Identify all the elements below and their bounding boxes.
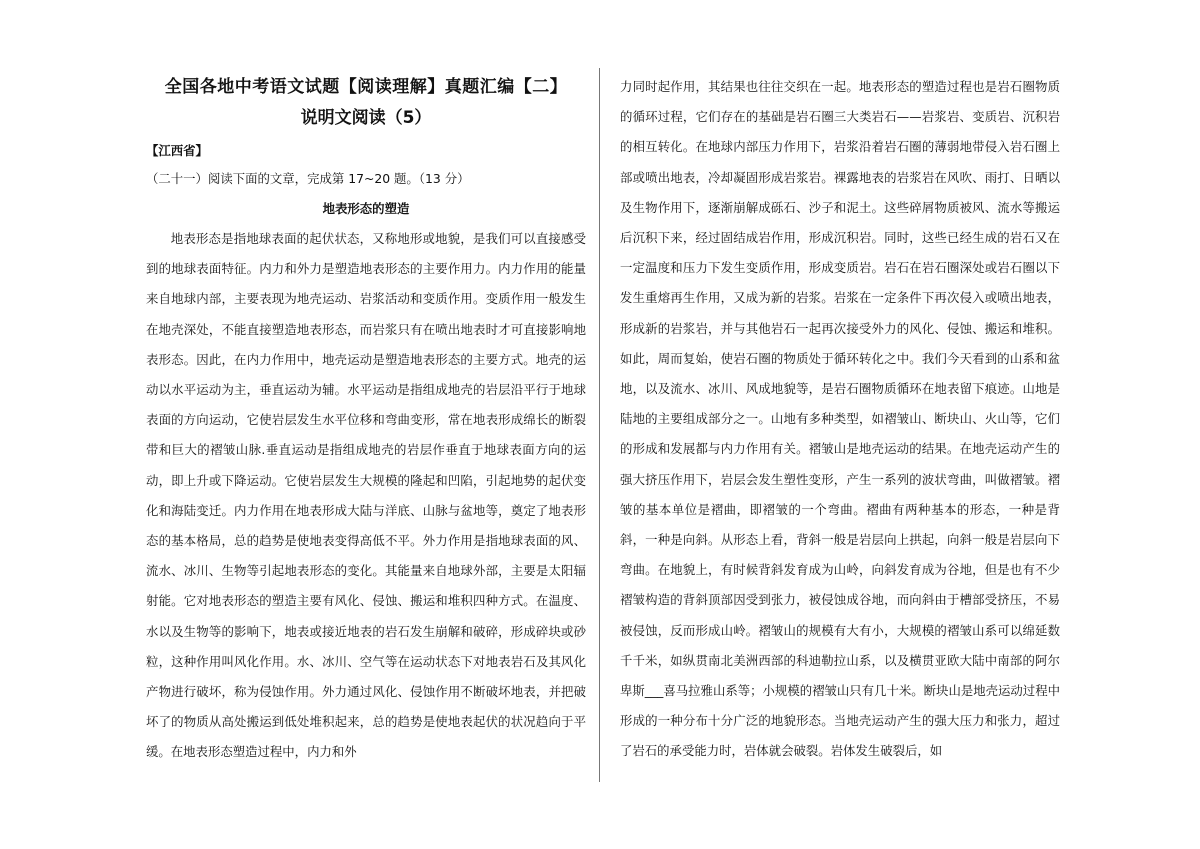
right-column [620,72,1060,767]
document-title: 全国各地中考语文试题【阅读理解】真题汇编【二】 [164,77,568,97]
document-subtitle: 说明文阅读（5） [300,108,432,128]
question-instruction: （二十一）阅读下面的文章，完成第 17~20 题。（13 分） [146,171,470,186]
left-column [146,72,586,768]
article-paragraph-left: 地表形态是指地球表面的起伏状态，又称地形或地貌，是我们可以直接感受到的地球表面特征。内力和外力是塑造地表形态的主要作用力。内力作用的能量来自地球内部，主要表现为地壳运动、岩浆活动和变质作用。变质作用一般发生在地壳深处，不能直接塑造地表形态，而岩浆只有在喷出地表时才可直接影响地表形态。因此，在内力作用中，地壳运动是塑造地表形态的主要方式。地壳的运动以水平运动为主，垂直运动为辅。水平运动是指组成地壳的岩层沿平行于地球表面的方向运动，它使岩层发生水平位移和弯曲变形，常在地表形成绵长的断裂带和巨大的褶皱山脉.垂直运动是指组成地壳的岩层作垂直于地球表面方向的运动，即上升或下降运动。它使岩层发生大规模的隆起和凹陷，引起地势的起伏变化和海陆变迁。内力作用在地表形成大陆与洋底、山脉与盆地等，奠定了地表形态的基本格局，总的趋势是使地表变得高低不平。外力作用是指地球表面的风、流水、冰川、生物等引起地表形态的变化。其能量来自地球外部，主要是太阳辐射能。它对地表形态的塑造主要有风化、侵蚀、搬运和堆积四种方式。在温度、水以及生物等的影响下，地表或接近地表的岩石发生崩解和破碎，形成碎块或砂粒，这种作用叫风化作用。水、冰川、空气等在运动状态下对地表岩石及其风化产物进行破坏，称为侵蚀作用。外力通过风化、侵蚀作用不断破坏地表，并把破坏了的物质从高处搬运到低处堆积起来，总的趋势是使地表起伏的状况趋向于平缓。在地表形态塑造过程中，内力和外 [146,231,586,760]
article-title: 地表形态的塑造 [322,201,410,216]
column-divider [599,68,600,782]
article-paragraph-right: 力同时起作用，其结果也往往交织在一起。地表形态的塑造过程也是岩石圈物质的循环过程，它们存在的基础是岩石圈三大类岩石——岩浆岩、变质岩、沉积岩的相互转化。在地球内部压力作用下，岩浆沿着岩石圈的薄弱地带侵入岩石圈上部或喷出地表，冷却凝固形成岩浆岩。裸露地表的岩浆岩在风吹、雨打、日晒以及生物作用下，逐渐崩解成砾石、沙子和泥土。这些碎屑物质被风、流水等搬运后沉积下来，经过固结成岩作用，形成沉积岩。同时，这些已经生成的岩石又在一定温度和压力下发生变质作用，形成变质岩。岩石在岩石圈深处或岩石圈以下发生重熔再生作用，又成为新的岩浆。岩浆在一定条件下再次侵入或喷出地表，形成新的岩浆岩，并与其他岩石一起再次接受外力的风化、侵蚀、搬运和堆积。如此，周而复始，使岩石圈的物质处于循环转化之中。我们今天看到的山系和盆地，以及流水、冰川、风成地貌等，是岩石圈物质循环在地表留下痕迹。山地是陆地的主要组成部分之一。山地有多种类型，如褶皱山、断块山、火山等，它们的形成和发展都与内力作用有关。褶皱山是地壳运动的结果。在地壳运动产生的强大挤压作用下，岩层会发生塑性变形，产生一系列的波状弯曲，叫做褶皱。褶皱的基本单位是褶曲，即褶皱的一个弯曲。褶曲有两种基本的形态，一种是背斜，一种是向斜。从形态上看，背斜一般是岩层向上拱起，向斜一般是岩层向下弯曲。在地貌上，有时候背斜发育成为山岭，向斜发育成为谷地，但是也有不少褶皱构造的背斜顶部因受到张力，被侵蚀成谷地，而向斜由于槽部受挤压，不易被侵蚀，反而形成山岭。褶皱山的规模有大有小，大规模的褶皱山系可以绵延数千千米，如纵贯南北美洲西部的科迪勒拉山系，以及横贯亚欧大陆中南部的阿尔卑斯___喜马拉雅山系等；小规模的褶皱山只有几十米。断块山是地壳运动过程中形成的一种分布十分广泛的地貌形态。当地壳运动产生的强大压力和张力，超过了岩石的承受能力时，岩体就会破裂。岩体发生破裂后，如 [620,79,1060,759]
region-label: 【江西省】 [146,143,208,158]
